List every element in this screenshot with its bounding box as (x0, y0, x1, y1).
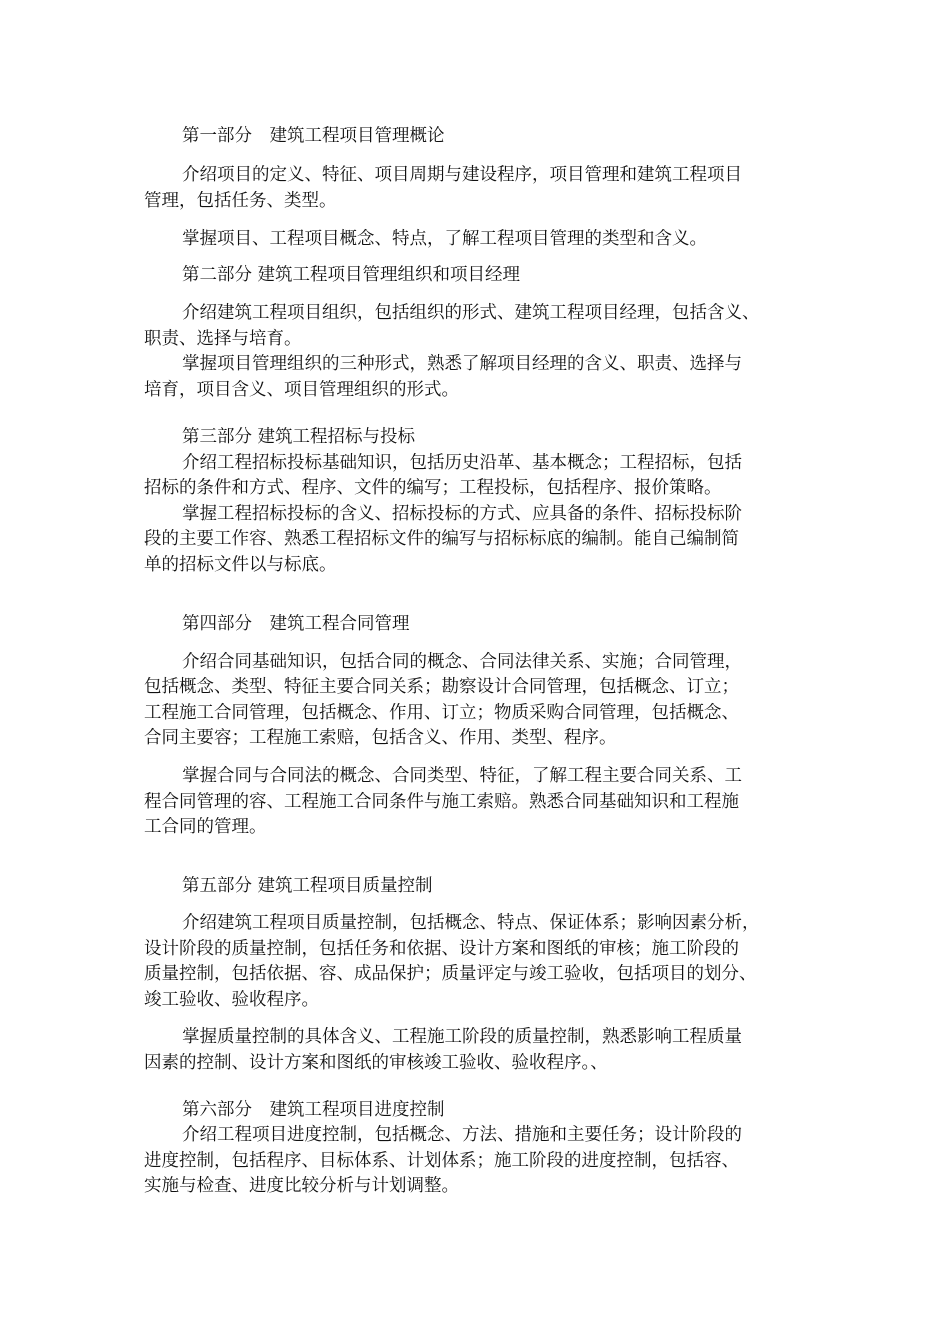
paragraph-line: 掌握质量控制的具体含义、工程施工阶段的质量控制，熟悉影响工程质量 (182, 1027, 742, 1047)
paragraph-line: 包括概念、类型、特征主要合同关系；勘察设计合同管理，包括概念、订立； (144, 677, 739, 697)
section-heading: 第四部分 建筑工程合同管理 (182, 614, 410, 634)
paragraph-line: 质量控制，包括依据、容、成品保护；质量评定与竣工验收，包括项目的划分、 (144, 964, 757, 984)
paragraph-line: 程合同管理的容、工程施工合同条件与施工索赔。熟悉合同基础知识和工程施 (144, 792, 739, 812)
paragraph-line: 介绍项目的定义、特征、项目周期与建设程序，项目管理和建筑工程项目 (182, 165, 742, 185)
paragraph-line: 实施与检查、进度比较分析与计划调整。 (144, 1176, 459, 1196)
paragraph-line: 介绍合同基础知识，包括合同的概念、合同法律关系、实施；合同管理， (182, 652, 742, 672)
paragraph-line: 因素的控制、设计方案和图纸的审核竣工验收、验收程序。、 (144, 1053, 608, 1073)
paragraph-line: 介绍工程招标投标基础知识，包括历史沿革、基本概念；工程招标，包括 (182, 453, 742, 473)
section-heading: 第一部分 建筑工程项目管理概论 (182, 126, 445, 146)
paragraph-line: 职责、选择与培育。 (144, 329, 302, 349)
paragraph-line: 介绍建筑工程项目组织，包括组织的形式、建筑工程项目经理，包括含义、 (182, 303, 760, 323)
paragraph-line: 段的主要工作容、熟悉工程招标文件的编写与招标标底的编制。能自己编制简 (144, 529, 739, 549)
paragraph-line: 掌握合同与合同法的概念、合同类型、特征，了解工程主要合同关系、工 (182, 766, 742, 786)
paragraph-line: 培育，项目含义、项目管理组织的形式。 (144, 380, 459, 400)
section-heading: 第五部分 建筑工程项目质量控制 (182, 876, 433, 896)
paragraph-line: 招标的条件和方式、程序、文件的编写；工程投标，包括程序、报价策略。 (144, 478, 722, 498)
paragraph-line: 工程施工合同管理，包括概念、作用、订立；物质采购合同管理，包括概念、 (144, 703, 739, 723)
paragraph-line: 介绍工程项目进度控制，包括概念、方法、措施和主要任务；设计阶段的 (182, 1125, 742, 1145)
section-heading: 第六部分 建筑工程项目进度控制 (182, 1100, 445, 1120)
paragraph-line: 单的招标文件以与标底。 (144, 555, 337, 575)
paragraph-line: 掌握项目、工程项目概念、特点，了解工程项目管理的类型和含义。 (182, 229, 707, 249)
paragraph-line: 工合同的管理。 (144, 817, 267, 837)
paragraph-line: 掌握工程招标投标的含义、招标投标的方式、应具备的条件、招标投标阶 (182, 504, 742, 524)
paragraph-line: 进度控制，包括程序、目标体系、计划体系；施工阶段的进度控制，包括容、 (144, 1151, 739, 1171)
paragraph-line: 竣工验收、验收程序。 (144, 990, 319, 1010)
paragraph-line: 介绍建筑工程项目质量控制，包括概念、特点、保证体系；影响因素分析， (182, 913, 760, 933)
paragraph-line: 掌握项目管理组织的三种形式，熟悉了解项目经理的含义、职责、选择与 (182, 354, 742, 374)
paragraph-line: 设计阶段的质量控制，包括任务和依据、设计方案和图纸的审核；施工阶段的 (144, 939, 739, 959)
paragraph-line: 管理，包括任务、类型。 (144, 191, 337, 211)
section-heading: 第二部分 建筑工程项目管理组织和项目经理 (182, 265, 521, 285)
paragraph-line: 合同主要容；工程施工索赔，包括含义、作用、类型、程序。 (144, 728, 617, 748)
section-heading: 第三部分 建筑工程招标与投标 (182, 427, 416, 447)
